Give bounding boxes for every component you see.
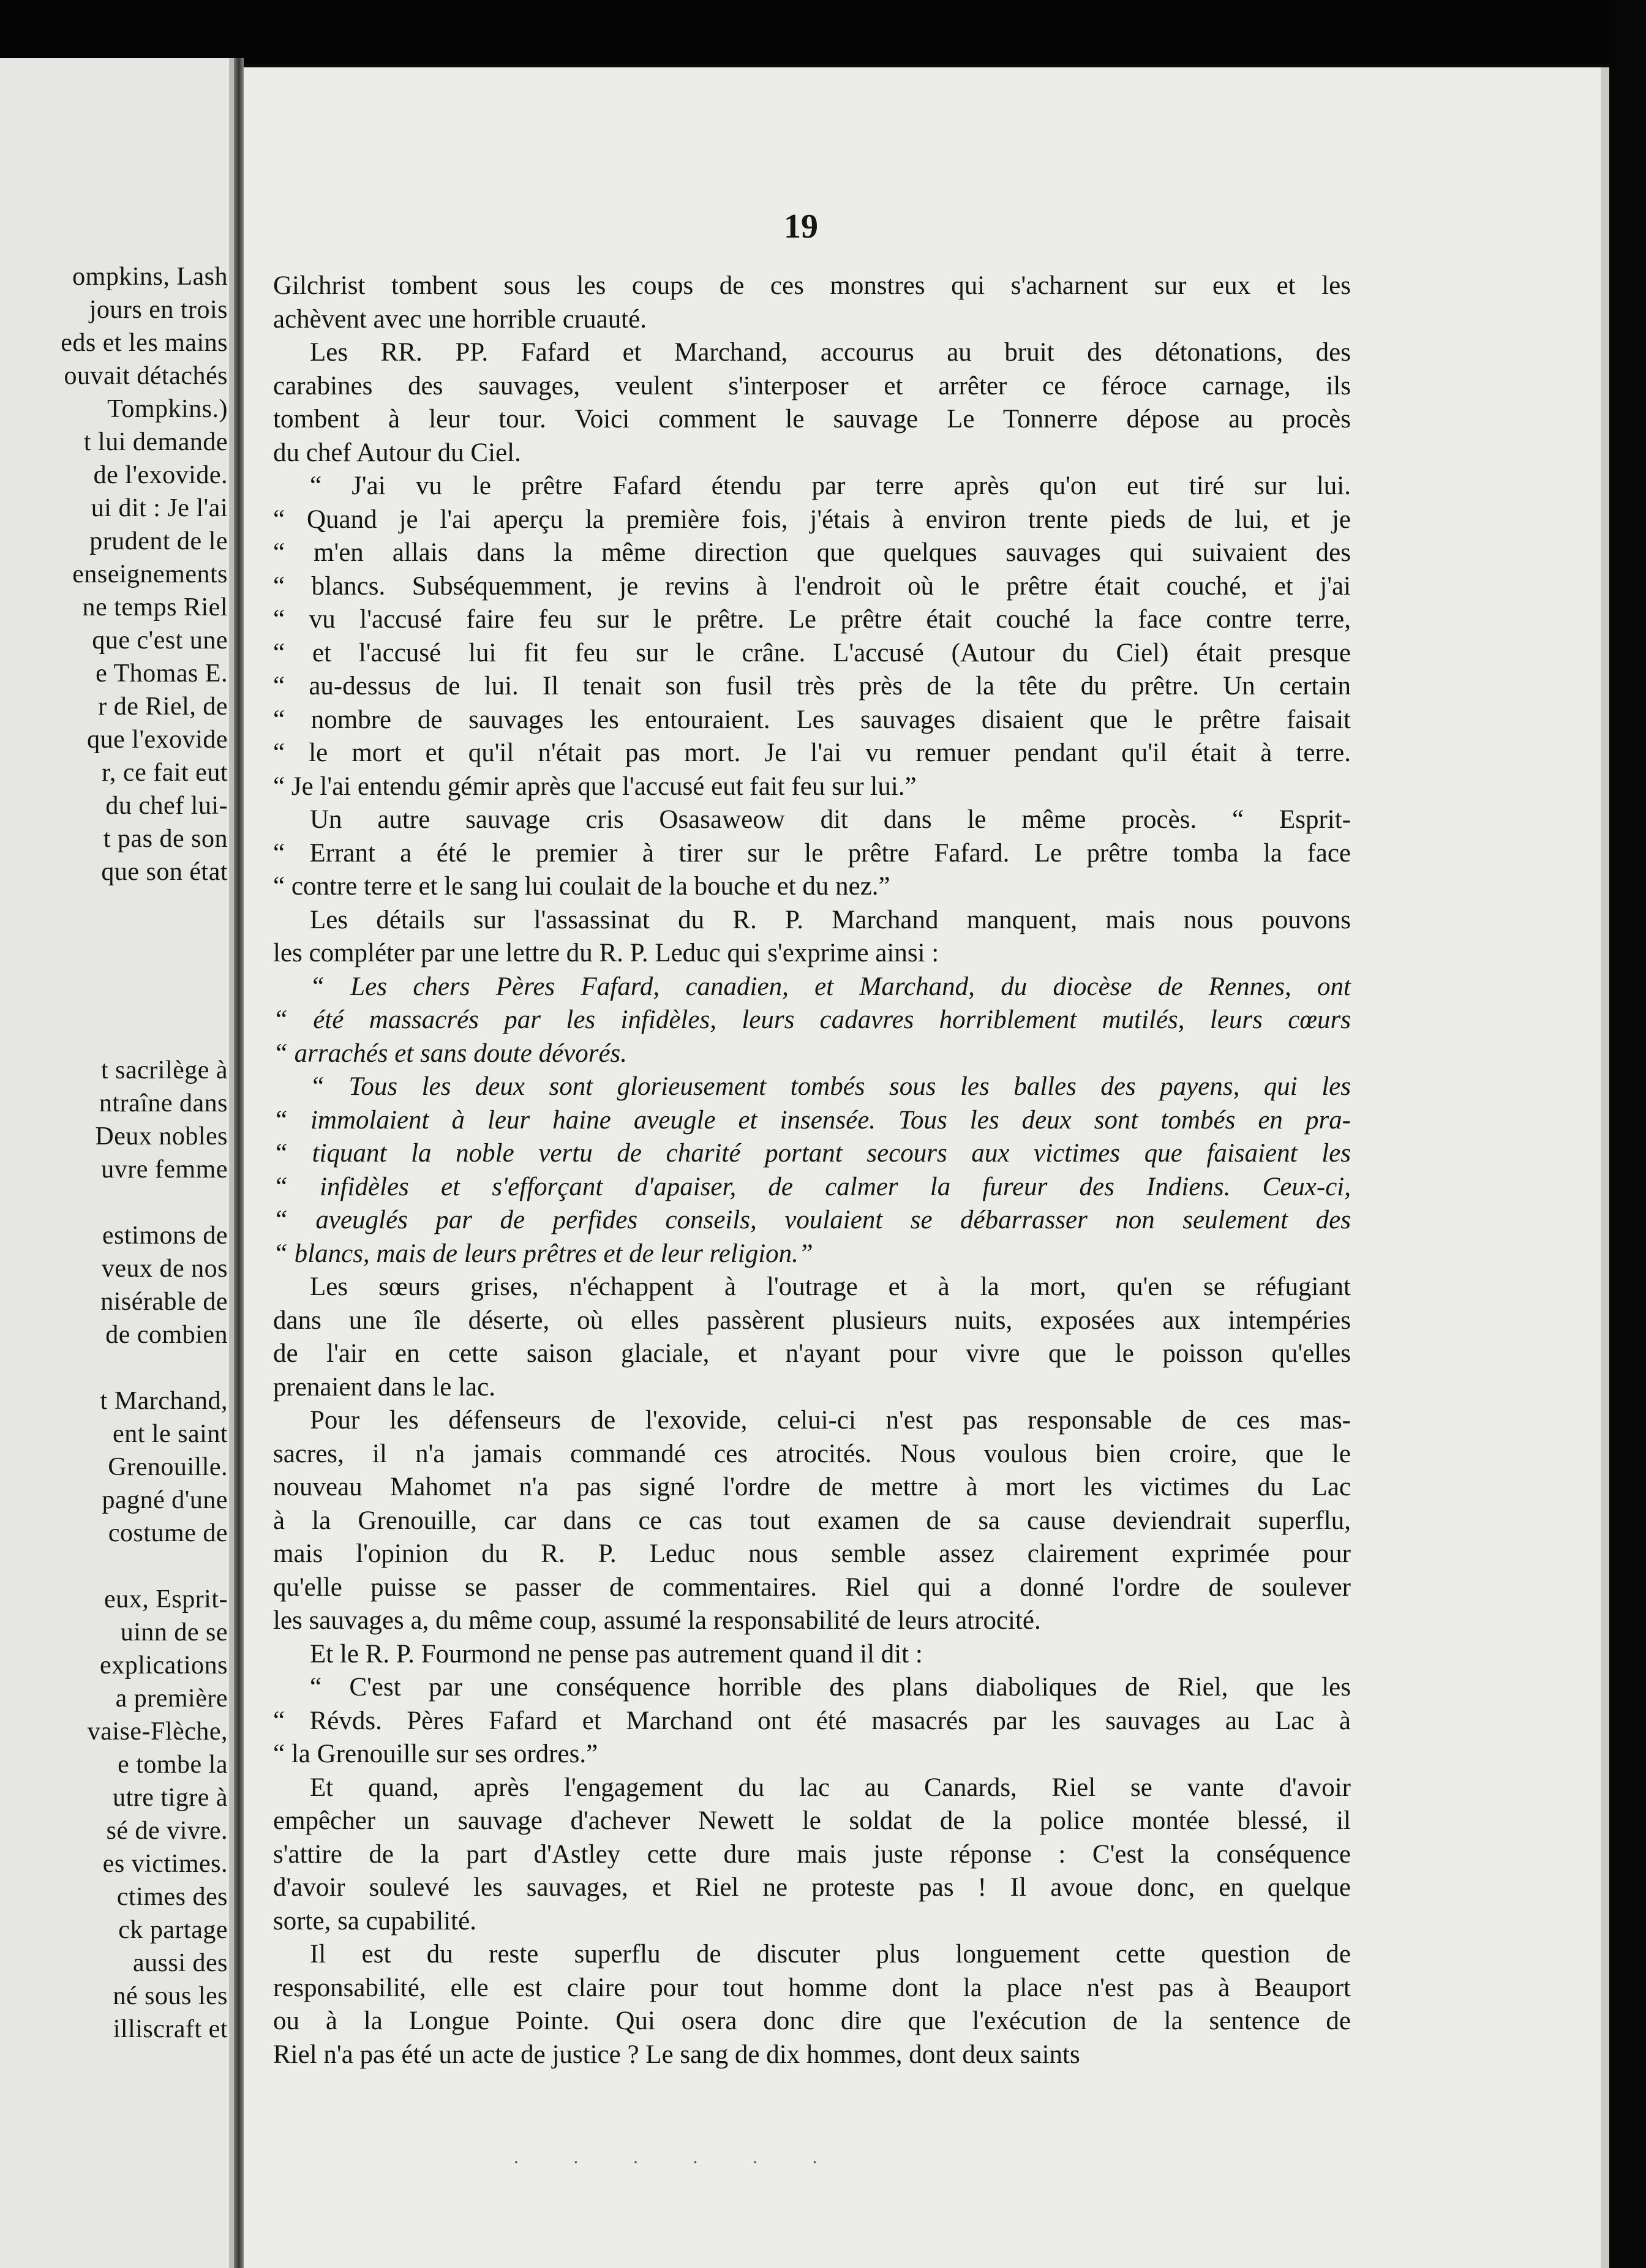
left-page-line: que l'exovide bbox=[87, 726, 228, 754]
left-page-line: Deux nobles bbox=[95, 1122, 228, 1151]
text-line: “ Je l'ai entendu gémir après que l'accusé eut fait feu sur lui.” bbox=[273, 772, 917, 801]
scan-top-border bbox=[0, 0, 1646, 64]
text-line: Riel n'a pas été un acte de justice ? Le sang de dix hommes, dont deux saints bbox=[273, 2040, 1080, 2069]
page-body-text bbox=[273, 269, 1351, 2071]
text-line: “ Tous les deux sont glorieusement tombés sous les balles des payens, qui les bbox=[310, 1072, 1351, 1101]
left-page-line: prudent de le bbox=[89, 527, 228, 555]
left-page-line bbox=[0, 888, 228, 922]
text-line: “ été massacrés par les infidèles, leurs cadavres horriblement mutilés, leurs cœurs bbox=[273, 1005, 1351, 1034]
left-page-line: eux, Esprit- bbox=[104, 1585, 228, 1613]
text-line: Pour les défenseurs de l'exovide, celui-ci n'est pas responsable de ces mas- bbox=[310, 1406, 1351, 1435]
text-line: de l'air en cette saison glaciale, et n'ayant pour vivre que le poisson qu'elles bbox=[273, 1339, 1351, 1368]
left-page-line: ntraîne dans bbox=[99, 1089, 228, 1117]
text-line: achèvent avec une horrible cruauté. bbox=[273, 304, 647, 334]
left-page-line bbox=[0, 1550, 228, 1583]
text-line: Un autre sauvage cris Osasaweow dit dans le même procès. “ Esprit- bbox=[310, 805, 1351, 834]
text-line: les compléter par une lettre du R. P. Leduc qui s'exprime ainsi : bbox=[273, 939, 939, 967]
text-line: “ blancs, mais de leurs prêtres et de leur religion.” bbox=[273, 1239, 813, 1268]
left-page-line: ouvait détachés bbox=[64, 362, 228, 390]
text-line: nouveau Mahomet n'a pas signé l'ordre de mettre à mort les victimes du Lac bbox=[273, 1473, 1351, 1501]
text-line: Les sœurs grises, n'échappent à l'outrage et à la mort, qu'en se réfugiant bbox=[310, 1272, 1351, 1301]
left-page-text-column bbox=[0, 260, 228, 2046]
left-page-line: es victimes. bbox=[102, 1850, 228, 1878]
text-line: sacres, il n'a jamais commandé ces atrocités. Nous voulous bien croire, que le bbox=[273, 1439, 1351, 1468]
text-line: “ et l'accusé lui fit feu sur le crâne. L'accusé (Autour du Ciel) était presque bbox=[273, 638, 1351, 667]
text-line: carabines des sauvages, veulent s'interposer et arrêter ce féroce carnage, ils bbox=[273, 371, 1351, 400]
text-line: qu'elle puisse se passer de commentaires. Riel qui a donné l'ordre de soulever bbox=[273, 1572, 1351, 1602]
left-page-line: sé de vivre. bbox=[106, 1817, 228, 1845]
left-page-line bbox=[0, 922, 228, 955]
left-page-line: r, ce fait eut bbox=[102, 759, 228, 787]
left-page-line: eds et les mains bbox=[61, 329, 228, 357]
left-page-line: ne temps Riel bbox=[82, 593, 228, 621]
left-page-line: que son état bbox=[101, 858, 228, 886]
text-line: responsabilité, elle est claire pour tout homme dont la place n'est pas à Beauport bbox=[273, 1973, 1351, 2002]
left-page-line: a première bbox=[115, 1684, 228, 1713]
left-page-line: Tompkins.) bbox=[107, 395, 228, 423]
text-line: s'attire de la part d'Astley cette dure mais juste réponse : C'est la conséquence bbox=[273, 1839, 1351, 1869]
left-page-line: que c'est une bbox=[92, 626, 228, 655]
left-page-line: ctimes des bbox=[116, 1883, 228, 1911]
left-page-line: ompkins, Lash bbox=[72, 263, 228, 291]
text-line: “ arrachés et sans doute dévorés. bbox=[273, 1038, 628, 1068]
left-page-line: né sous les bbox=[113, 1982, 228, 2010]
left-page-line: estimons de bbox=[102, 1222, 228, 1250]
right-page-edge bbox=[1601, 67, 1609, 2268]
text-line: “ Les chers Pères Fafard, canadien, et Marchand, du diocèse de Rennes, ont bbox=[310, 972, 1351, 1001]
bottom-scan-marks: · · · · · · bbox=[513, 2152, 843, 2172]
left-page-line: ck partage bbox=[118, 1916, 228, 1944]
text-line: “ J'ai vu le prêtre Fafard étendu par terre après qu'on eut tiré sur lui. bbox=[310, 471, 1351, 500]
left-page-line: enseignements bbox=[72, 560, 228, 588]
text-line: Et quand, après l'engagement du lac au Canards, Riel se vante d'avoir bbox=[310, 1773, 1351, 1802]
text-line: “ Révds. Pères Fafard et Marchand ont été masacrés par les sauvages au Lac à bbox=[273, 1706, 1351, 1735]
right-page bbox=[244, 67, 1609, 2268]
text-line: “ aveuglés par de perfides conseils, voulaient se débarrasser non seulement des bbox=[273, 1206, 1351, 1234]
left-page-line bbox=[0, 1021, 228, 1054]
left-page-line: jours en trois bbox=[89, 296, 228, 324]
left-page-line: ui dit : Je l'ai bbox=[91, 494, 228, 522]
text-line: “ tiquant la noble vertu de charité portant secours aux victimes que faisaient les bbox=[273, 1139, 1351, 1168]
left-page-line: explications bbox=[100, 1651, 228, 1680]
text-line: les sauvages a, du même coup, assumé la responsabilité de leurs atrocité. bbox=[273, 1606, 1041, 1635]
text-line: “ infidèles et s'efforçant d'apaiser, de calmer la fureur des Indiens. Ceux-ci, bbox=[273, 1172, 1351, 1201]
text-line: “ immolaient à leur haine aveugle et insensée. Tous les deux sont tombés en pra- bbox=[273, 1105, 1351, 1135]
text-line: Les détails sur l'assassinat du R. P. Marchand manquent, mais nous pouvons bbox=[310, 905, 1351, 934]
left-page-line: t Marchand, bbox=[100, 1387, 228, 1415]
left-page-line: aussi des bbox=[133, 1949, 228, 1977]
text-line: “ le mort et qu'il n'était pas mort. Je l'ai vu remuer pendant qu'il était à terre. bbox=[273, 738, 1351, 767]
text-line: dans une île déserte, où elles passèrent plusieurs nuits, exposées aux intempéries bbox=[273, 1305, 1351, 1335]
text-line: empêcher un sauvage d'achever Newett le soldat de la police montée blessé, il bbox=[273, 1806, 1351, 1835]
text-line: Gilchrist tombent sous les coups de ces monstres qui s'acharnent sur eux et les bbox=[273, 271, 1351, 300]
left-page-line: de l'exovide. bbox=[93, 461, 228, 489]
text-line: “ nombre de sauvages les entouraient. Les sauvages disaient que le prêtre faisait bbox=[273, 705, 1351, 734]
left-page-line: uinn de se bbox=[120, 1618, 228, 1647]
text-line: ou à la Longue Pointe. Qui osera donc dire que l'exécution de la sentence de bbox=[273, 2007, 1351, 2035]
left-page-edge bbox=[229, 58, 234, 2268]
left-page-line: t sacrilège à bbox=[100, 1056, 228, 1084]
left-page-line: vaise-Flèche, bbox=[87, 1718, 228, 1746]
left-page-line bbox=[0, 1186, 228, 1219]
text-line: “ Errant a été le premier à tirer sur le prêtre Fafard. Le prêtre tomba la face bbox=[273, 838, 1351, 868]
text-line: Les RR. PP. Fafard et Marchand, accourus au bruit des détonations, des bbox=[310, 338, 1351, 367]
left-page-line: t lui demande bbox=[83, 428, 228, 456]
text-line: “ C'est par une conséquence horrible des plans diaboliques de Riel, que les bbox=[310, 1673, 1351, 1702]
left-page-line: du chef lui- bbox=[105, 792, 228, 820]
left-page-line bbox=[0, 1351, 228, 1384]
text-line: “ m'en allais dans la même direction que quelques sauvages qui suivaient des bbox=[273, 538, 1351, 567]
left-page-line: illiscraft et bbox=[113, 2015, 228, 2043]
text-line: à la Grenouille, car dans ce cas tout examen de sa cause deviendrait superflu, bbox=[273, 1506, 1351, 1535]
left-page-line: Grenouille. bbox=[108, 1453, 228, 1481]
text-line: tombent à leur tour. Voici comment le sauvage Le Tonnerre dépose au procès bbox=[273, 405, 1351, 434]
text-line: prenaient dans le lac. bbox=[273, 1372, 495, 1402]
text-line: Il est du reste superflu de discuter plus longuement cette question de bbox=[310, 1940, 1351, 1969]
text-line: mais l'opinion du R. P. Leduc nous semble assez clairement exprimée pour bbox=[273, 1539, 1351, 1568]
left-page-line bbox=[0, 988, 228, 1021]
page-number: 19 bbox=[784, 208, 818, 246]
book-gutter bbox=[234, 58, 244, 2268]
text-line: du chef Autour du Ciel. bbox=[273, 438, 521, 467]
left-page-line: r de Riel, de bbox=[98, 693, 228, 721]
scan-right-border bbox=[1609, 0, 1646, 2268]
text-line: “ blancs. Subséquemment, je revins à l'endroit où le prêtre était couché, et j'ai bbox=[273, 571, 1351, 601]
left-page-line: utre tigre à bbox=[113, 1784, 228, 1812]
text-line: “ vu l'accusé faire feu sur le prêtre. Le prêtre était couché la face contre terre, bbox=[273, 605, 1351, 634]
text-line: “ Quand je l'ai aperçu la première fois, j'étais à environ trente pieds de lui, et je bbox=[273, 505, 1351, 534]
text-line: Et le R. P. Fourmond ne pense pas autrement quand il dit : bbox=[310, 1639, 923, 1669]
left-page-line bbox=[0, 955, 228, 988]
left-page-line: e Thomas E. bbox=[96, 659, 228, 688]
left-page-line: nisérable de bbox=[100, 1288, 228, 1316]
left-page-line: de combien bbox=[105, 1321, 228, 1349]
left-page-line: veux de nos bbox=[101, 1255, 228, 1283]
text-line: “ au-dessus de lui. Il tenait son fusil très près de la tête du prêtre. Un certain bbox=[273, 672, 1351, 700]
text-line: sorte, sa cupabilité. bbox=[273, 1906, 476, 1936]
left-page-line: pagné d'une bbox=[102, 1486, 228, 1514]
left-page-line: e tombe la bbox=[118, 1751, 228, 1779]
left-page-line: t pas de son bbox=[103, 825, 228, 853]
left-page-line: costume de bbox=[108, 1519, 228, 1547]
left-page-line: ent le saint bbox=[113, 1420, 228, 1448]
text-line: d'avoir soulevé les sauvages, et Riel ne proteste pas ! Il avoue donc, en quelque bbox=[273, 1873, 1351, 1902]
text-line: “ contre terre et le sang lui coulait de la bouche et du nez.” bbox=[273, 872, 890, 901]
left-facing-page bbox=[0, 58, 234, 2268]
text-line: “ la Grenouille sur ses ordres.” bbox=[273, 1740, 598, 1768]
left-page-line: uvre femme bbox=[101, 1155, 228, 1184]
